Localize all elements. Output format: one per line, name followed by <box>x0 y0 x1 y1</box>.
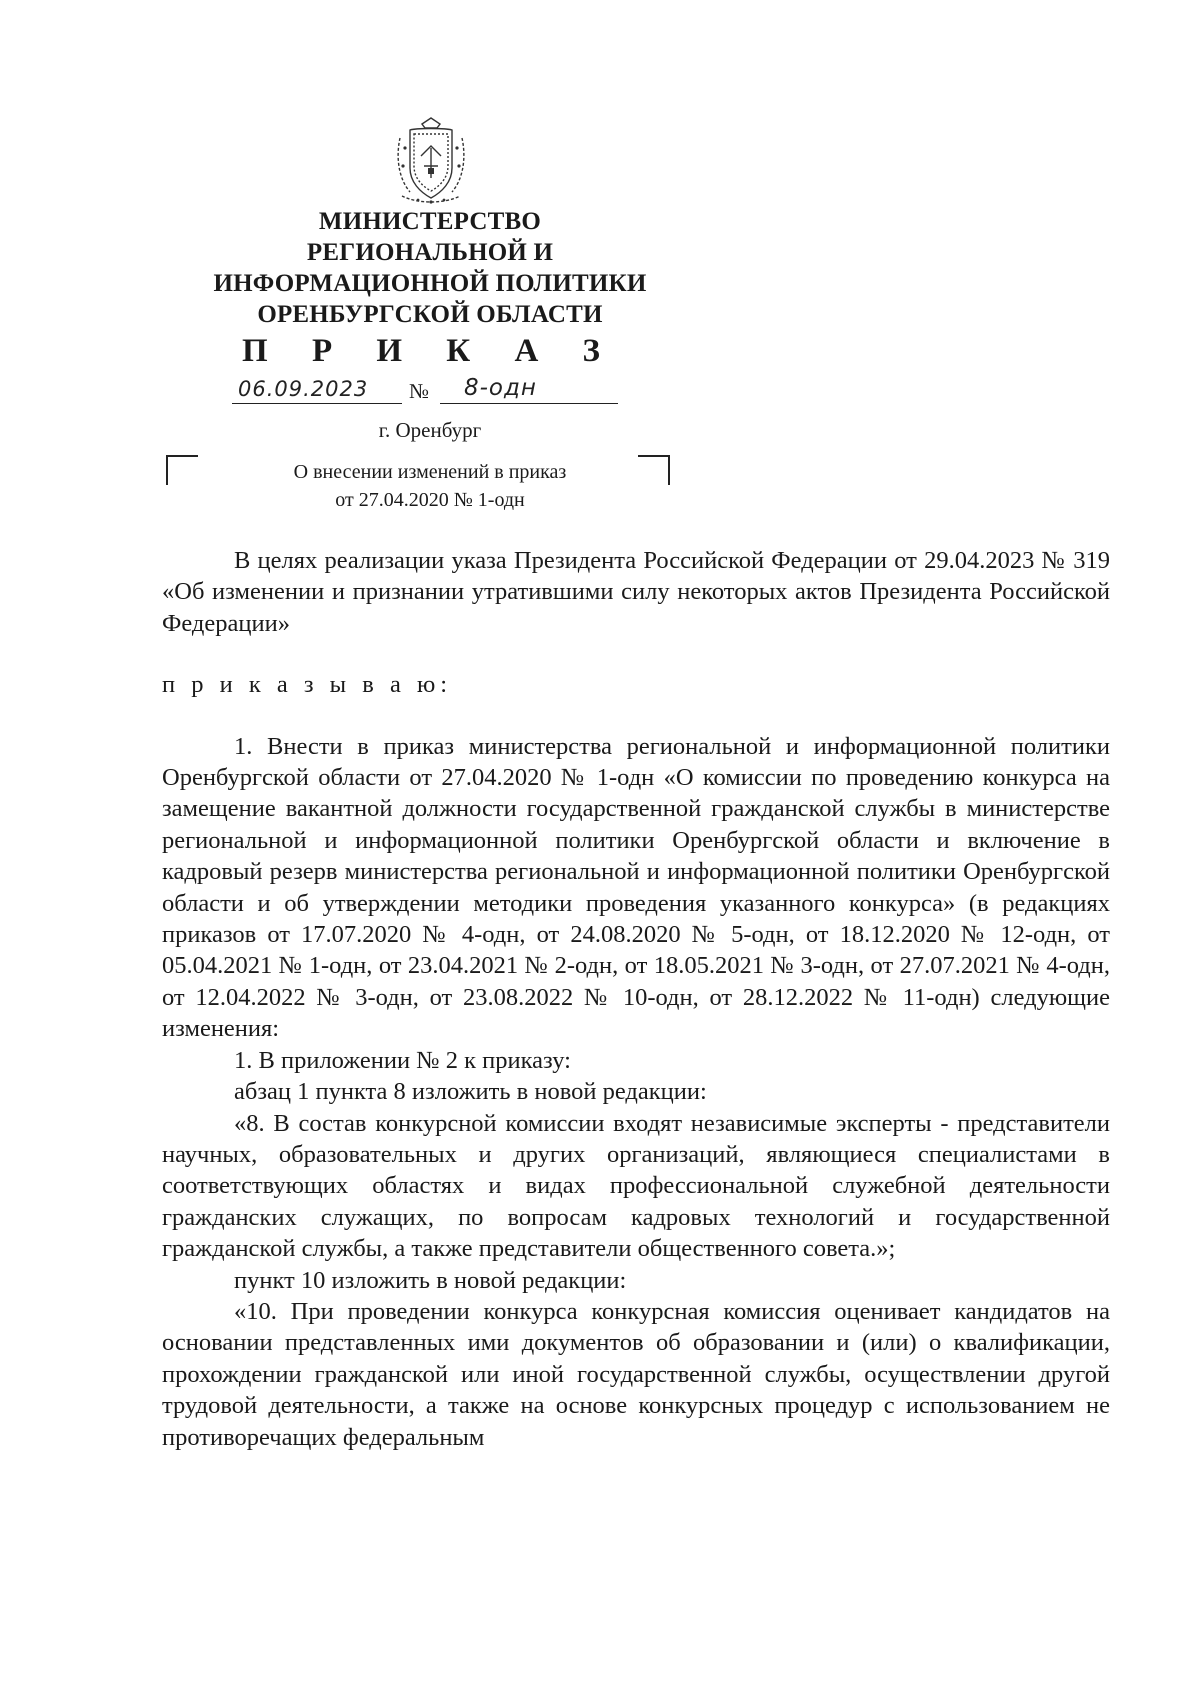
document-body <box>162 545 1110 1453</box>
subject-line: О внесении изменений в приказ <box>293 461 567 483</box>
subject-line: от 27.04.2020 № 1-одн <box>335 489 525 511</box>
ministry-name <box>180 206 680 330</box>
date-number-line <box>232 373 622 409</box>
document-subject <box>180 458 680 514</box>
date-underline <box>232 403 402 404</box>
body-paragraph: «10. При проведении конкурса конкурсная комиссия оценивает кандидатов на основании представленных ими документов об образовании и (или) о квалификации, прохождении гражданской или иной государственной службы, осуществлении другой трудовой деятельности, а также на основе конкурсных процедур с использованием не противоречащих федеральным <box>162 1297 1110 1451</box>
ministry-name-line: ИНФОРМАЦИОННОЙ ПОЛИТИКИ <box>213 270 647 297</box>
body-paragraph: абзац 1 пункта 8 изложить в новой редакции: <box>234 1078 707 1106</box>
preamble-paragraph: В целях реализации указа Президента Российской Федерации от 29.04.2023 № 319 «Об изменении и признании утратившими силу некоторых актов Президента Российской Федерации» <box>162 547 1110 637</box>
number-sign: № <box>409 379 430 403</box>
ministry-name-line: РЕГИОНАЛЬНОЙ И <box>306 239 554 266</box>
body-paragraph: 1. В приложении № 2 к приказу: <box>234 1046 571 1074</box>
handwritten-date: 06.09.2023 <box>238 377 369 401</box>
body-paragraph: «8. В состав конкурсной комиссии входят независимые эксперты - представители научных, образовательных и других организаций, являющиеся специалистами в соответствующих областях и видах профессиональной служебной деятельности гражданских служащих, по вопросам кадровых технологий и государственной гражданской службы, а также представители общественного совета.»; <box>162 1109 1110 1263</box>
coat-of-arms-icon <box>388 116 474 206</box>
city: г. Оренбург <box>378 418 482 442</box>
ministry-name-line: ОРЕНБУРГСКОЙ ОБЛАСТИ <box>257 301 603 328</box>
number-underline <box>440 403 618 404</box>
handwritten-number: 8-одн <box>464 375 537 401</box>
ministry-name-line: МИНИСТЕРСТВО <box>318 208 542 235</box>
body-paragraph: пункт 10 изложить в новой редакции: <box>234 1266 627 1294</box>
order-word: п р и к а з ы в а ю: <box>162 671 453 699</box>
body-paragraph: 1. Внести в приказ министерства региональной и информационной политики Оренбургской области от 27.04.2020 № 1-одн «О комиссии по проведению конкурса на замещение вакантной должности государственной гражданской службы в министерстве региональной и информационной политики Оренбургской области и включение в кадровый резерв министерства региональной и информационной политики Оренбургской области и об утверждении методики проведения указанного конкурса» (в редакциях приказов от 17.07.2020 № 4-одн, от 24.08.2020 № 5-одн, от 18.12.2020 № 12-одн, от 05.04.2021 № 1-одн, от 23.04.2021 № 2-одн, от 18.05.2021 № 3-одн, от 27.07.2021 № 4-одн, от 12.04.2022 № 3-одн, от 23.08.2022 № 10-одн, от 28.12.2022 № 11-одн) следующие изменения: <box>162 732 1110 1043</box>
document-type-title: П Р И К А З <box>242 333 618 369</box>
